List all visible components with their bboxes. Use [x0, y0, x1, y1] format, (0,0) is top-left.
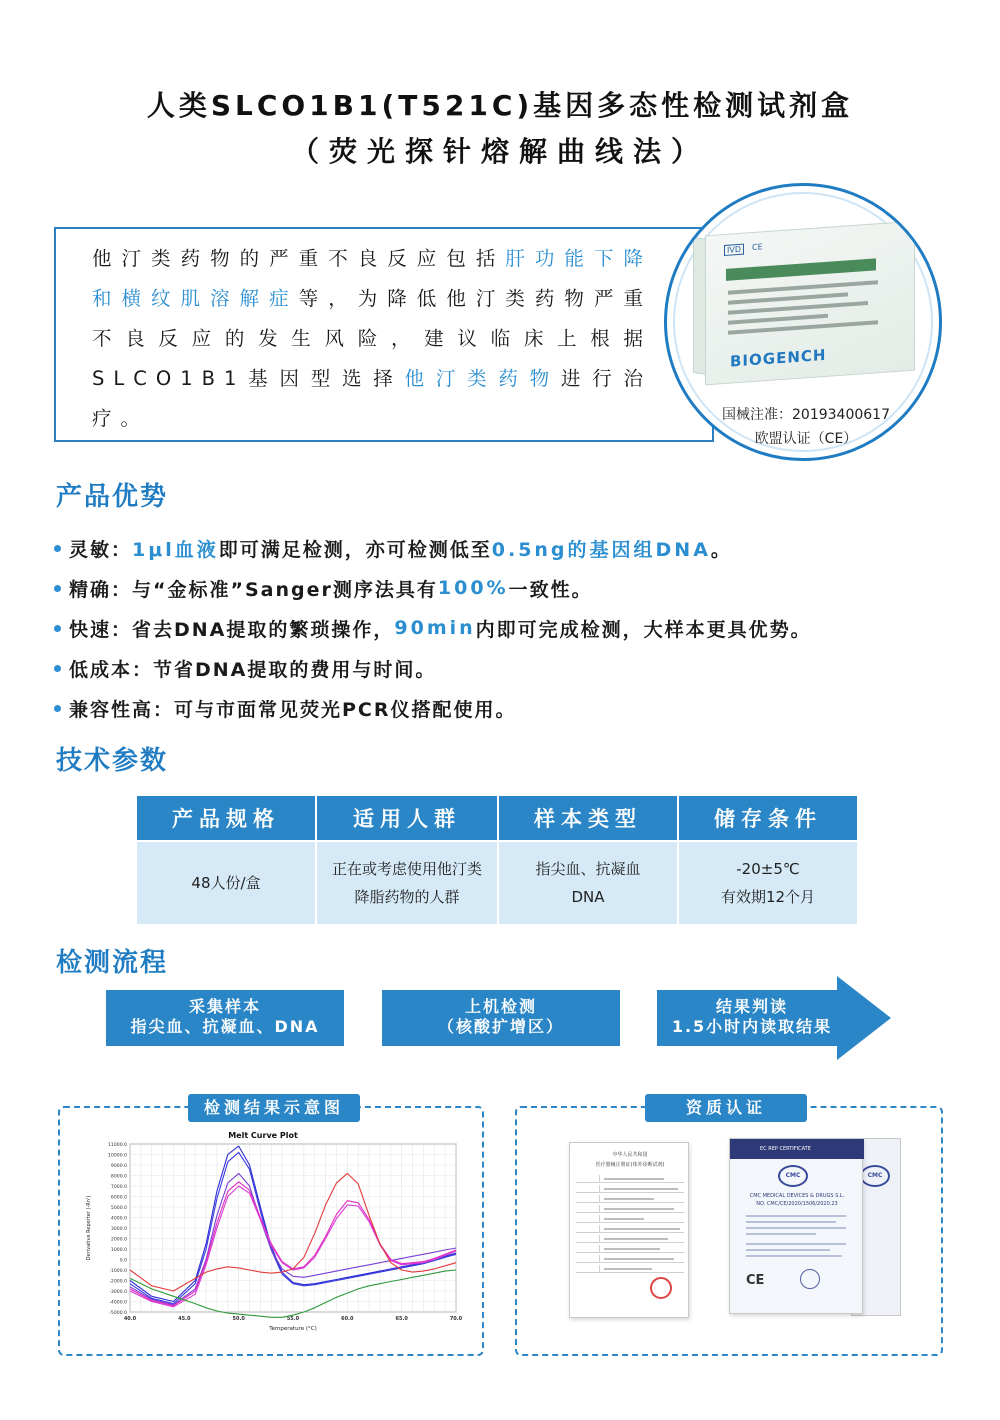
advantage-text: 灵敏： — [69, 538, 133, 561]
cert-row — [576, 1175, 684, 1183]
intro-highlight: 肝功能下降和横纹肌溶解症 — [92, 247, 652, 310]
workflow-step-title: 结果判读 — [715, 997, 788, 1016]
workflow-step-detail: （核酸扩增区） — [437, 1017, 564, 1036]
ce-mark: CE — [746, 1273, 765, 1288]
x-tick-label: 65.0 — [395, 1316, 408, 1322]
chart-title: Melt Curve Plot — [228, 1131, 298, 1140]
brand-logo: BIOGENCH — [730, 345, 827, 371]
result-panel — [58, 1098, 484, 1356]
y-tick-label: 8000.0 — [110, 1174, 127, 1180]
advantage-text: 低成本：节省DNA提取的费用与时间。 — [69, 658, 437, 681]
ec-rep-certificate — [729, 1138, 863, 1314]
table-header-cell: 适用人群 — [317, 796, 497, 840]
intro-text-part: 进行治疗。 — [92, 367, 652, 430]
y-tick-label: 0.0 — [119, 1258, 127, 1264]
cert-row — [576, 1215, 684, 1223]
section-title-parameters: 技术参数 — [56, 746, 169, 776]
seal-icon — [800, 1269, 820, 1289]
table-header-row — [137, 796, 857, 840]
advantage-item — [54, 688, 954, 728]
cmc-logo-icon: CMC — [860, 1165, 890, 1187]
section-title-workflow: 检测流程 — [56, 948, 169, 978]
official-seal-icon — [650, 1277, 672, 1299]
advantage-item — [54, 648, 954, 688]
page-title: 人类SLCO1B1(T521C)基因多态性检测试剂盒 — [146, 89, 854, 122]
intro-box — [54, 227, 714, 442]
y-tick-label: 7000.0 — [110, 1185, 127, 1190]
cert-text-line — [746, 1221, 836, 1223]
advantage-item — [54, 528, 954, 568]
section-title-advantages: 产品优势 — [56, 482, 169, 512]
product-box-band — [726, 258, 876, 280]
y-tick-label: -1000.0 — [109, 1269, 127, 1274]
product-box-image — [705, 221, 915, 386]
melt-curve-chart — [78, 1124, 468, 1348]
x-tick-label: 40.0 — [123, 1316, 137, 1322]
workflow-step-title: 采集样本 — [188, 997, 261, 1016]
y-tick-label: -3000.0 — [109, 1290, 127, 1295]
y-tick-label: 6000.0 — [110, 1195, 127, 1201]
cert-row — [576, 1255, 684, 1263]
advantage-highlight: 100% — [437, 577, 509, 599]
bullet-icon — [54, 665, 61, 672]
table-cell-storage — [679, 840, 857, 924]
advantage-item — [54, 608, 954, 648]
cert-text-line — [746, 1255, 842, 1257]
cert-text-line — [746, 1249, 830, 1251]
cell-line: 降脂药物的人群 — [354, 888, 460, 906]
table-header-cell: 储存条件 — [679, 796, 857, 840]
cert-row — [576, 1235, 684, 1243]
advantage-text: 精确：与“金标准”Sanger测序法具有 — [69, 578, 438, 601]
cert-number: NO. CMC/CE/2020/1506/2020.23 — [756, 1201, 838, 1207]
x-tick-label: 55.0 — [286, 1316, 300, 1322]
table-header-cell: 产品规格 — [137, 796, 315, 840]
cell-line: DNA — [571, 888, 605, 906]
x-tick-label: 45.0 — [178, 1316, 191, 1322]
product-photo-circle — [664, 183, 942, 461]
cert-header: 中华人民共和国 — [612, 1152, 648, 1158]
ce-mark: CE — [752, 242, 763, 253]
advantages-list — [54, 528, 954, 728]
advantage-highlight: 1μl血液 — [132, 538, 219, 561]
table-cell-sample — [499, 840, 677, 924]
cell-line: 正在或考虑使用他汀类 — [331, 860, 482, 878]
y-tick-label: -5000.0 — [109, 1311, 127, 1316]
table-cell-population — [317, 840, 497, 924]
y-tick-label: 5000.0 — [110, 1206, 127, 1211]
intro-highlight: 他汀类药物 — [404, 367, 561, 390]
y-tick-label: 3000.0 — [110, 1227, 127, 1232]
table-cell-spec — [137, 840, 315, 924]
workflow-step-result — [657, 997, 847, 1037]
y-axis-label: Derivative Reporter (-Rn') — [86, 1195, 92, 1261]
intro-text-part: 他汀类药物的严重不良反应包括 — [92, 247, 506, 270]
workflow-step-detail: 指尖血、抗凝血、DNA — [130, 1017, 320, 1036]
cert-text-line — [746, 1233, 816, 1235]
table-row — [137, 840, 857, 924]
advantage-text: 即可满足检测，亦可检测低至 — [218, 538, 492, 561]
panel-tag-certification: 资质认证 — [645, 1094, 807, 1122]
certification-panel — [515, 1098, 943, 1356]
x-tick-label: 70.0 — [449, 1316, 463, 1322]
advantage-text: 一致性。 — [508, 578, 593, 601]
table-header-cell: 样本类型 — [499, 796, 677, 840]
registration-number: 国械注准：20193400617 — [722, 407, 890, 423]
advantage-highlight: 0.5ng的基因组DNA — [491, 538, 711, 561]
advantage-item — [54, 568, 954, 608]
cert-text-line — [746, 1227, 846, 1229]
bullet-icon — [54, 705, 61, 712]
y-tick-label: 11000.0 — [108, 1143, 127, 1148]
y-tick-label: -4000.0 — [109, 1300, 127, 1306]
cert-row — [576, 1205, 684, 1213]
product-box-text-line — [728, 314, 828, 325]
bullet-icon — [54, 625, 61, 632]
ce-certification: 欧盟认证（CE） — [754, 431, 858, 447]
workflow-step-run — [382, 990, 620, 1046]
x-axis-label: Temperature (°C) — [269, 1326, 317, 1332]
bullet-icon — [54, 545, 61, 552]
x-tick-label: 50.0 — [232, 1316, 245, 1322]
product-box-text-line — [728, 280, 878, 294]
workflow-step-title: 上机检测 — [464, 997, 537, 1016]
cert-text-line — [746, 1215, 846, 1217]
cert-row — [576, 1225, 684, 1233]
parameters-table — [135, 796, 859, 924]
registration-certificate — [569, 1142, 689, 1318]
cell-line: -20±5℃ — [736, 860, 800, 878]
intro-text — [92, 239, 652, 439]
cert-company: CMC MEDICAL DEVICES & DRUGS S.L. — [749, 1193, 845, 1199]
cell-line: 指尖血、抗凝血 — [535, 860, 641, 878]
y-tick-label: 1000.0 — [110, 1248, 127, 1253]
cert-header: 医疗器械注册证(体外诊断试剂) — [595, 1162, 665, 1168]
workflow-step-detail: 1.5小时内读取结果 — [671, 1017, 833, 1036]
ivd-mark: IVD — [724, 244, 744, 256]
cert-band: EC REP CERTIFICATE — [730, 1139, 864, 1159]
advantage-text: 快速：省去DNA提取的繁琐操作， — [69, 618, 395, 641]
cert-text-line — [746, 1243, 846, 1245]
advantage-text: 。 — [710, 538, 732, 561]
page-subtitle: （荧光探针熔解曲线法） — [290, 135, 709, 168]
y-tick-label: 4000.0 — [110, 1216, 127, 1222]
y-tick-label: 2000.0 — [110, 1237, 127, 1243]
advantage-text: 内即可完成检测，大样本更具优势。 — [475, 618, 812, 641]
cert-row — [576, 1265, 684, 1273]
cert-row — [576, 1185, 684, 1193]
workflow-step-collect — [106, 990, 344, 1046]
panel-tag-results: 检测结果示意图 — [188, 1094, 360, 1122]
cmc-logo-icon: CMC — [778, 1165, 808, 1187]
cell-line: 48人份/盒 — [191, 874, 261, 892]
intro-text-part: 等，为降低他汀类药物严重不良反应的发生风险，建议临床上根据SLCO1B1基因型选择 — [92, 287, 652, 390]
y-tick-label: 9000.0 — [110, 1164, 127, 1169]
y-tick-label: -2000.0 — [109, 1279, 127, 1285]
advantage-highlight: 90min — [394, 617, 476, 639]
x-tick-label: 60.0 — [341, 1316, 354, 1322]
advantage-text: 兼容性高：可与市面常见荧光PCR仪搭配使用。 — [69, 698, 517, 721]
y-tick-label: 10000.0 — [108, 1153, 127, 1159]
cell-line: 有效期12个月 — [720, 888, 816, 906]
cert-row — [576, 1245, 684, 1253]
cert-row — [576, 1195, 684, 1203]
bullet-icon — [54, 585, 61, 592]
